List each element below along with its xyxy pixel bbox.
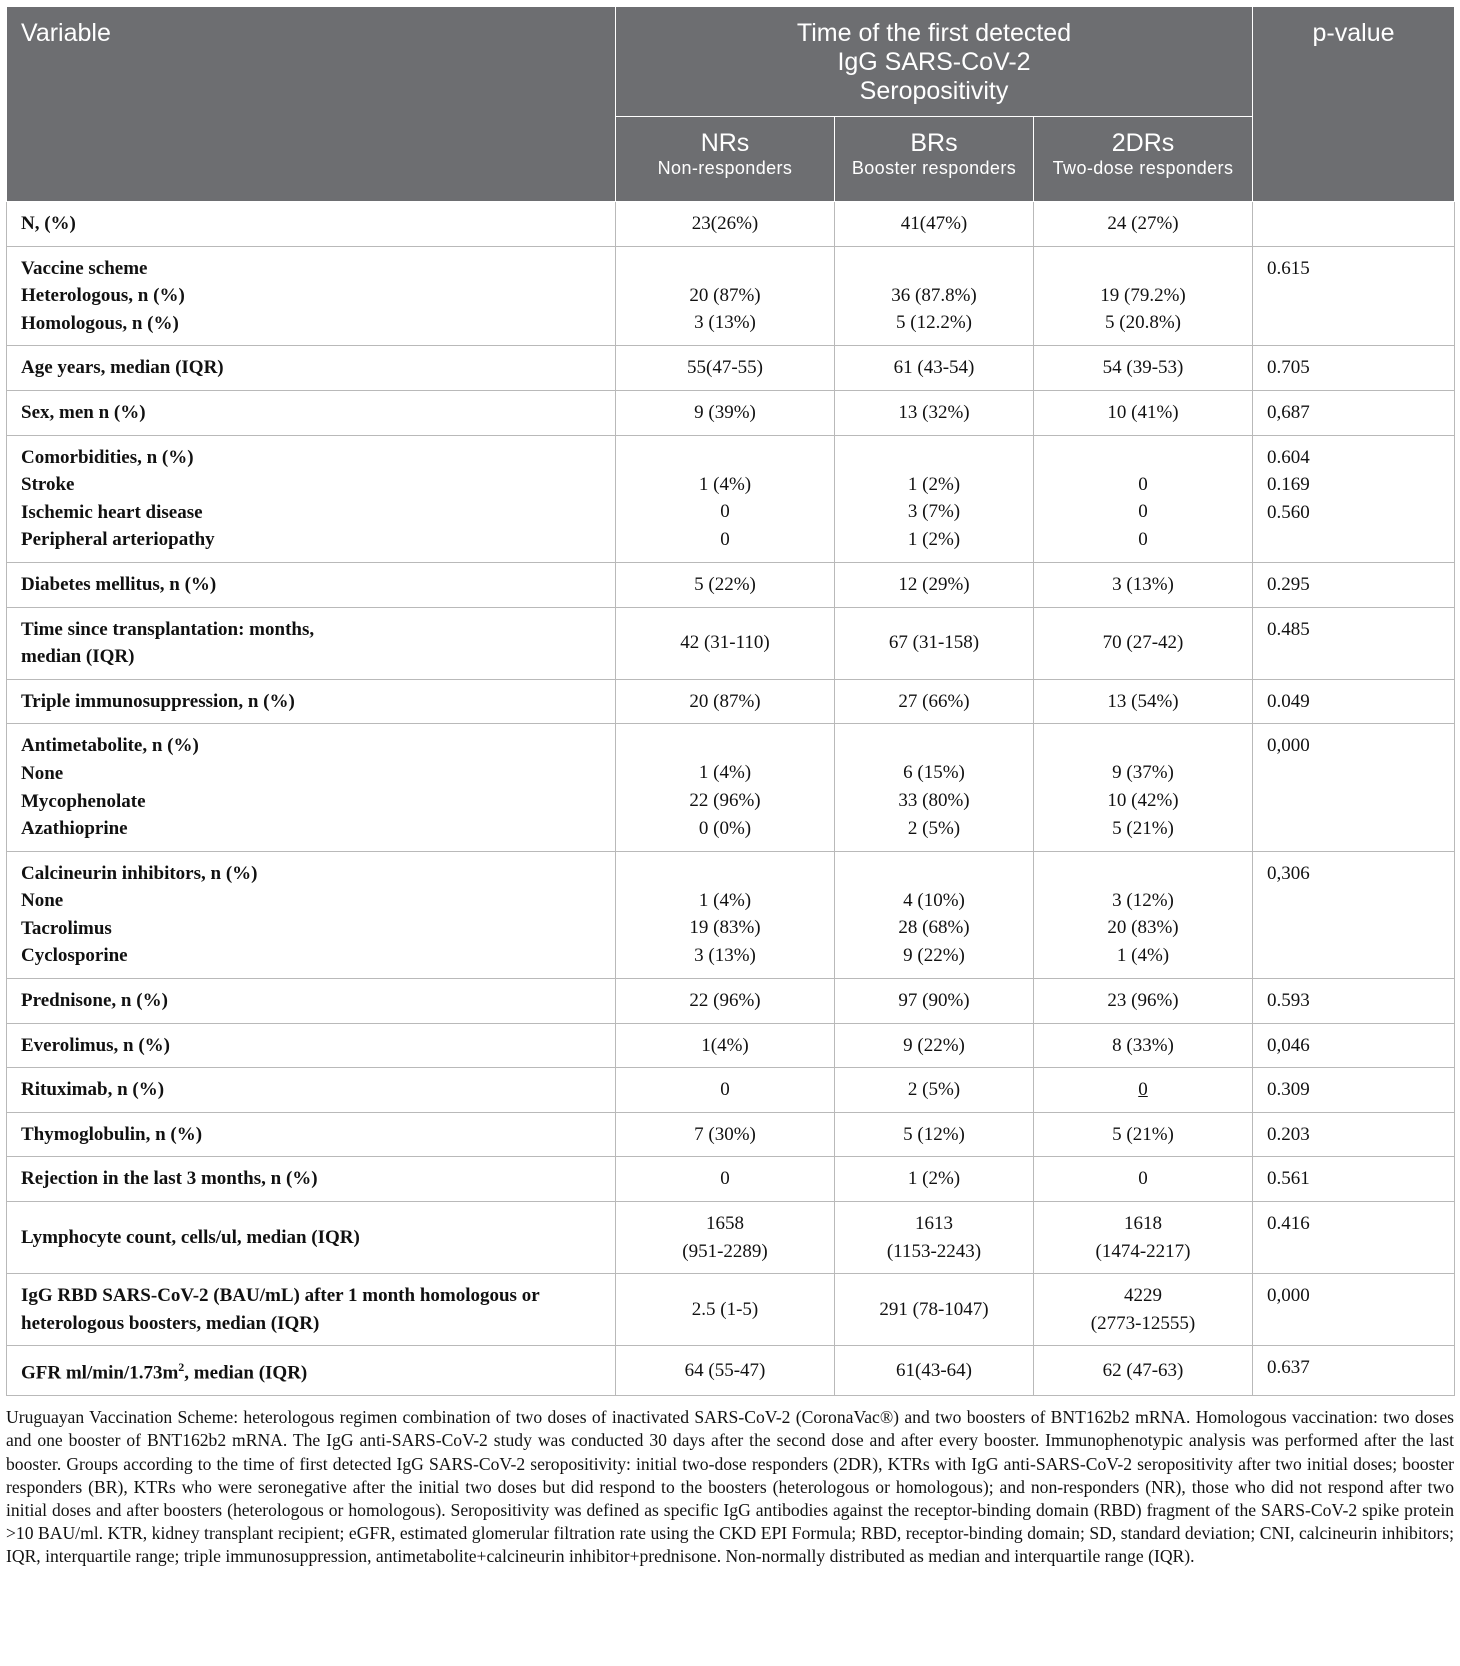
cell-pvalue bbox=[1253, 979, 1455, 1024]
cell-2dr bbox=[1034, 724, 1253, 851]
table-row bbox=[7, 1346, 1455, 1396]
pvalue-text: 0.485 bbox=[1267, 618, 1310, 640]
cell-value: 6 (15%) bbox=[903, 762, 965, 784]
label-text: GFR ml/min/1.73m bbox=[21, 1362, 179, 1384]
cell-br bbox=[835, 1202, 1034, 1274]
cell-nr bbox=[616, 1274, 835, 1346]
cell-nr bbox=[616, 1112, 835, 1157]
label-line: Cyclosporine bbox=[21, 945, 128, 967]
label-superscript: 2 bbox=[178, 1360, 185, 1375]
cell-value: 33 (80%) bbox=[898, 789, 970, 811]
cell-value: 0 bbox=[720, 1079, 730, 1101]
row-variable-label bbox=[7, 851, 616, 978]
cell-value: 97 (90%) bbox=[898, 990, 970, 1012]
row-variable-label bbox=[7, 1346, 616, 1396]
cell-nr bbox=[616, 435, 835, 562]
cell-value: 291 (78-1047) bbox=[879, 1299, 989, 1321]
cell-br bbox=[835, 246, 1034, 346]
table-row bbox=[7, 1157, 1455, 1202]
table-row bbox=[7, 346, 1455, 391]
cell-value: 61 (43-54) bbox=[893, 357, 975, 379]
label-line: median (IQR) bbox=[21, 646, 135, 668]
cell-br bbox=[835, 724, 1034, 851]
label-line bbox=[21, 1354, 601, 1387]
table-row bbox=[7, 724, 1455, 851]
cell-value: 0 bbox=[1138, 1168, 1148, 1190]
cell-value: 7 (30%) bbox=[694, 1123, 756, 1145]
cell-value: 1658 bbox=[706, 1213, 744, 1235]
cell-pvalue bbox=[1253, 607, 1455, 679]
row-variable-label bbox=[7, 390, 616, 435]
cell-value: 5 (12.2%) bbox=[896, 312, 972, 334]
table-row bbox=[7, 1112, 1455, 1157]
cell-pvalue bbox=[1253, 562, 1455, 607]
cell-value: 0 bbox=[720, 528, 730, 550]
cell-value: 64 (55-47) bbox=[684, 1360, 766, 1382]
cell-value: 0 bbox=[1138, 473, 1148, 495]
label-line: Diabetes mellitus, n (%) bbox=[21, 573, 217, 595]
cell-br bbox=[835, 1274, 1034, 1346]
cell-value: 1613 bbox=[915, 1213, 953, 1235]
cell-br bbox=[835, 1112, 1034, 1157]
table-row bbox=[7, 851, 1455, 978]
cell-value: 54 (39-53) bbox=[1102, 357, 1184, 379]
pvalue-text: 0.593 bbox=[1267, 990, 1310, 1012]
cell-value: 9 (22%) bbox=[903, 1034, 965, 1056]
cell-value: 28 (68%) bbox=[898, 917, 970, 939]
cell-2dr bbox=[1034, 390, 1253, 435]
cell-value: 3 (7%) bbox=[907, 501, 961, 523]
cell-nr bbox=[616, 1346, 835, 1396]
cell-pvalue bbox=[1253, 679, 1455, 724]
pvalue-text: 0.561 bbox=[1267, 1168, 1310, 1190]
row-variable-label bbox=[7, 346, 616, 391]
cell-value: 2.5 (1-5) bbox=[691, 1299, 759, 1321]
table-row bbox=[7, 562, 1455, 607]
group-title-line: IgG SARS-CoV-2 bbox=[837, 48, 1031, 76]
cell-2dr bbox=[1034, 202, 1253, 247]
cell-value: 36 (87.8%) bbox=[891, 284, 977, 306]
cell-2dr bbox=[1034, 1346, 1253, 1396]
cell-value: 2 (5%) bbox=[907, 817, 961, 839]
label-line: IgG RBD SARS-CoV-2 (BAU/mL) after 1 month homologous or bbox=[21, 1285, 540, 1307]
cell-nr bbox=[616, 724, 835, 851]
label-line: Triple immunosuppression, n (%) bbox=[21, 690, 295, 712]
table-row bbox=[7, 679, 1455, 724]
cell-pvalue bbox=[1253, 346, 1455, 391]
cell-value: (1474-2217) bbox=[1095, 1240, 1191, 1262]
table-row bbox=[7, 435, 1455, 562]
cell-value: 1 (2%) bbox=[907, 473, 961, 495]
cell-value: 9 (22%) bbox=[903, 944, 965, 966]
cell-2dr bbox=[1034, 1157, 1253, 1202]
cell-nr bbox=[616, 1202, 835, 1274]
cell-value: 4 (10%) bbox=[903, 889, 965, 911]
label-line: Heterologous, n (%) bbox=[21, 285, 185, 307]
cell-2dr bbox=[1034, 435, 1253, 562]
cell-value: 1(4%) bbox=[701, 1034, 749, 1056]
cell-value: 10 (41%) bbox=[1107, 401, 1179, 423]
cell-nr bbox=[616, 202, 835, 247]
table-row bbox=[7, 390, 1455, 435]
cell-2dr bbox=[1034, 246, 1253, 346]
group-full: Two-dose responders bbox=[1052, 158, 1234, 178]
cell-value: 0 (0%) bbox=[698, 817, 752, 839]
cell-value: 0 bbox=[720, 501, 730, 523]
cell-value: 20 (83%) bbox=[1107, 917, 1179, 939]
table-row bbox=[7, 1023, 1455, 1068]
table-row bbox=[7, 246, 1455, 346]
cell-value: 23(26%) bbox=[691, 213, 759, 234]
label-line: Everolimus, n (%) bbox=[21, 1034, 171, 1056]
label-line: Age years, median (IQR) bbox=[21, 357, 224, 379]
cell-value: 3 (13%) bbox=[694, 312, 756, 334]
table-container bbox=[6, 6, 1454, 1568]
cell-value: 23 (96%) bbox=[1107, 990, 1179, 1012]
cell-value: 1 (2%) bbox=[907, 528, 961, 550]
header-group-2dr bbox=[1034, 117, 1253, 202]
cell-value: 62 (47-63) bbox=[1102, 1360, 1184, 1382]
header-row-top bbox=[7, 7, 1455, 117]
cell-value: 3 (12%) bbox=[1112, 889, 1174, 911]
cell-value: 22 (96%) bbox=[689, 789, 761, 811]
cell-2dr bbox=[1034, 346, 1253, 391]
cell-value: (951-2289) bbox=[682, 1240, 768, 1262]
header-group-title bbox=[616, 7, 1253, 117]
cell-br bbox=[835, 1157, 1034, 1202]
cell-br bbox=[835, 202, 1034, 247]
cell-value: 10 (42%) bbox=[1107, 789, 1179, 811]
table-row bbox=[7, 202, 1455, 247]
cell-nr bbox=[616, 979, 835, 1024]
pvalue-text: 0.295 bbox=[1267, 573, 1310, 595]
cell-br bbox=[835, 346, 1034, 391]
pvalue-text: 0.203 bbox=[1267, 1123, 1310, 1145]
cell-value: 9 (37%) bbox=[1112, 762, 1174, 784]
cell-2dr bbox=[1034, 979, 1253, 1024]
pvalue-text: 0.615 bbox=[1267, 257, 1310, 279]
cell-nr bbox=[616, 851, 835, 978]
row-variable-label bbox=[7, 562, 616, 607]
cell-value: 0 bbox=[1138, 1079, 1148, 1101]
cell-value: 5 (22%) bbox=[694, 573, 756, 595]
group-title-line: Seropositivity bbox=[859, 77, 1009, 105]
label-line: N, (%) bbox=[21, 213, 76, 234]
cell-pvalue bbox=[1253, 202, 1455, 247]
cell-pvalue bbox=[1253, 1202, 1455, 1274]
label-line: Lymphocyte count, cells/ul, median (IQR) bbox=[21, 1226, 360, 1248]
cell-value: 61(43-64) bbox=[896, 1360, 972, 1382]
label-line: Prednisone, n (%) bbox=[21, 990, 168, 1012]
group-abbr: NRs bbox=[700, 129, 750, 157]
cell-2dr bbox=[1034, 1023, 1253, 1068]
row-variable-label bbox=[7, 1112, 616, 1157]
label-line: None bbox=[21, 762, 64, 784]
cell-br bbox=[835, 435, 1034, 562]
row-variable-label bbox=[7, 1023, 616, 1068]
label-line: Antimetabolite, n (%) bbox=[21, 735, 199, 757]
cell-pvalue bbox=[1253, 435, 1455, 562]
cell-nr bbox=[616, 562, 835, 607]
cell-pvalue bbox=[1253, 1157, 1455, 1202]
cell-pvalue bbox=[1253, 1274, 1455, 1346]
cell-value: 1 (2%) bbox=[907, 1168, 961, 1190]
cell-value: 1 (4%) bbox=[698, 473, 752, 495]
cell-2dr bbox=[1034, 607, 1253, 679]
cell-br bbox=[835, 1068, 1034, 1113]
label-line: Stroke bbox=[21, 474, 75, 496]
pvalue-text: 0,000 bbox=[1267, 735, 1310, 757]
table-row bbox=[7, 607, 1455, 679]
table-row bbox=[7, 1202, 1455, 1274]
cell-value: 0 bbox=[1138, 501, 1148, 523]
cell-value: 13 (32%) bbox=[898, 401, 970, 423]
cell-value: 3 (13%) bbox=[694, 944, 756, 966]
cell-nr bbox=[616, 390, 835, 435]
row-variable-label bbox=[7, 679, 616, 724]
cell-value: 4229 bbox=[1124, 1285, 1162, 1307]
row-variable-label bbox=[7, 202, 616, 247]
pvalue-text: 0.604 bbox=[1267, 446, 1310, 468]
cell-value: 5 (21%) bbox=[1112, 1123, 1174, 1145]
cell-br bbox=[835, 851, 1034, 978]
cell-br bbox=[835, 1346, 1034, 1396]
cell-value: 5 (21%) bbox=[1112, 817, 1174, 839]
row-variable-label bbox=[7, 1202, 616, 1274]
cell-value: 13 (54%) bbox=[1107, 690, 1179, 712]
cell-br bbox=[835, 1023, 1034, 1068]
cell-value: 1 (4%) bbox=[1116, 944, 1170, 966]
cell-2dr bbox=[1034, 562, 1253, 607]
row-variable-label bbox=[7, 435, 616, 562]
label-text: , median (IQR) bbox=[184, 1362, 308, 1384]
pvalue-text: 0.049 bbox=[1267, 690, 1310, 712]
row-variable-label bbox=[7, 1157, 616, 1202]
cell-value: 0 bbox=[1138, 528, 1148, 550]
group-abbr: 2DRs bbox=[1111, 129, 1175, 157]
cell-value: 20 (87%) bbox=[689, 284, 761, 306]
cell-value: 9 (39%) bbox=[694, 401, 756, 423]
cell-value: 41(47%) bbox=[900, 213, 968, 234]
cell-value: 67 (31-158) bbox=[888, 632, 980, 654]
header-group-nr bbox=[616, 117, 835, 202]
pvalue-text: 0.169 bbox=[1267, 474, 1310, 496]
pvalue-text: 0.637 bbox=[1267, 1357, 1310, 1379]
cell-nr bbox=[616, 346, 835, 391]
row-variable-label bbox=[7, 1068, 616, 1113]
cell-pvalue bbox=[1253, 1112, 1455, 1157]
cell-br bbox=[835, 562, 1034, 607]
cell-nr bbox=[616, 679, 835, 724]
pvalue-text: 0.705 bbox=[1267, 357, 1310, 379]
cell-value: 0 bbox=[720, 1168, 730, 1190]
cell-value: 1618 bbox=[1124, 1213, 1162, 1235]
label-line: Rituximab, n (%) bbox=[21, 1079, 165, 1101]
label-line: Homologous, n (%) bbox=[21, 312, 179, 334]
group-abbr: BRs bbox=[910, 129, 958, 157]
label-line: Peripheral arteriopathy bbox=[21, 529, 215, 551]
cell-br bbox=[835, 679, 1034, 724]
cell-nr bbox=[616, 1157, 835, 1202]
cell-nr bbox=[616, 1023, 835, 1068]
label-line: Azathioprine bbox=[21, 818, 128, 840]
cell-value: 19 (83%) bbox=[689, 917, 761, 939]
label-line: Vaccine scheme bbox=[21, 257, 148, 279]
header-pvalue: p-value bbox=[1253, 7, 1455, 202]
cell-pvalue bbox=[1253, 390, 1455, 435]
cell-value: 8 (33%) bbox=[1112, 1034, 1174, 1056]
cell-value: 1 (4%) bbox=[698, 889, 752, 911]
cell-pvalue bbox=[1253, 724, 1455, 851]
cell-pvalue bbox=[1253, 851, 1455, 978]
label-line: Thymoglobulin, n (%) bbox=[21, 1123, 203, 1145]
cell-value: 55(47-55) bbox=[687, 357, 763, 379]
row-variable-label bbox=[7, 246, 616, 346]
header-variable: Variable bbox=[7, 7, 616, 202]
row-variable-label bbox=[7, 979, 616, 1024]
cell-pvalue bbox=[1253, 1346, 1455, 1396]
cell-value: 3 (13%) bbox=[1112, 573, 1174, 595]
cell-2dr bbox=[1034, 1274, 1253, 1346]
label-line: None bbox=[21, 890, 64, 912]
row-variable-label bbox=[7, 607, 616, 679]
cell-value: 24 (27%) bbox=[1107, 213, 1179, 234]
label-line: Time since transplantation: months, bbox=[21, 618, 315, 640]
cell-br bbox=[835, 390, 1034, 435]
group-title-line: Time of the first detected bbox=[796, 19, 1072, 47]
cell-2dr bbox=[1034, 679, 1253, 724]
cell-nr bbox=[616, 1068, 835, 1113]
pvalue-text: 0,306 bbox=[1267, 862, 1310, 884]
label-line: Tacrolimus bbox=[21, 917, 112, 939]
cell-value: 5 (12%) bbox=[903, 1123, 965, 1145]
cell-pvalue bbox=[1253, 1023, 1455, 1068]
group-full: Non-responders bbox=[657, 158, 793, 178]
cell-value: 12 (29%) bbox=[898, 573, 970, 595]
group-full: Booster responders bbox=[851, 158, 1017, 178]
row-variable-label bbox=[7, 1274, 616, 1346]
table-row bbox=[7, 979, 1455, 1024]
cell-value: (1153-2243) bbox=[886, 1240, 982, 1262]
cell-value: 19 (79.2%) bbox=[1100, 284, 1186, 306]
cell-value: 2 (5%) bbox=[907, 1079, 961, 1101]
cell-value: 42 (31-110) bbox=[680, 632, 770, 654]
header-group-br bbox=[835, 117, 1034, 202]
label-line: Rejection in the last 3 months, n (%) bbox=[21, 1168, 318, 1190]
cell-value: 22 (96%) bbox=[689, 990, 761, 1012]
pvalue-text: 0,046 bbox=[1267, 1034, 1310, 1056]
label-line: heterologous boosters, median (IQR) bbox=[21, 1312, 320, 1334]
label-line: Sex, men n (%) bbox=[21, 401, 146, 423]
cell-br bbox=[835, 607, 1034, 679]
cell-nr bbox=[616, 246, 835, 346]
pvalue-text: 0,000 bbox=[1267, 1285, 1310, 1307]
label-line: Ischemic heart disease bbox=[21, 501, 203, 523]
label-line: Mycophenolate bbox=[21, 790, 146, 812]
cell-value: 1 (4%) bbox=[698, 762, 752, 784]
cell-pvalue bbox=[1253, 246, 1455, 346]
table-body bbox=[7, 202, 1455, 1396]
cell-value: (2773-12555) bbox=[1090, 1312, 1196, 1334]
cell-value: 70 (27-42) bbox=[1102, 632, 1184, 654]
cell-nr bbox=[616, 607, 835, 679]
label-line: Calcineurin inhibitors, n (%) bbox=[21, 862, 258, 884]
data-table bbox=[6, 6, 1455, 1396]
cell-pvalue bbox=[1253, 1068, 1455, 1113]
pvalue-text: 0.560 bbox=[1267, 501, 1310, 523]
label-line: Comorbidities, n (%) bbox=[21, 446, 194, 468]
cell-value: 5 (20.8%) bbox=[1105, 312, 1181, 334]
pvalue-text: 0,687 bbox=[1267, 401, 1310, 423]
cell-2dr bbox=[1034, 1112, 1253, 1157]
pvalue-text: 0.309 bbox=[1267, 1079, 1310, 1101]
pvalue-text: 0.416 bbox=[1267, 1213, 1310, 1235]
cell-2dr bbox=[1034, 1202, 1253, 1274]
cell-value: 20 (87%) bbox=[689, 690, 761, 712]
cell-2dr bbox=[1034, 851, 1253, 978]
table-row bbox=[7, 1068, 1455, 1113]
cell-value: 27 (66%) bbox=[898, 690, 970, 712]
cell-br bbox=[835, 979, 1034, 1024]
row-variable-label bbox=[7, 724, 616, 851]
table-footnote: Uruguayan Vaccination Scheme: heterologous regimen combination of two doses of inactivated SARS-CoV-2 (CoronaVac®) and two boosters of BNT162b2 mRNA. Homologous vaccination: two doses and one booster of BNT162b2 mRNA. The IgG anti-SARS-CoV-2 study was conducted 30 days after the second dose and after every booster. Immunophenotypic analysis was performed after the last booster. Groups according to the time of first detected IgG SARS-CoV-2 seropositivity: initial two-dose responders (2DR), KTRs with IgG anti-SARS-CoV-2 seropositivity after two initial doses; booster responders (BR), KTRs who were seronegative after the initial two doses but did respond to the boosters (heterologous or homologous); and non-responders (NR), those who did not respond after two initial doses and after boosters (heterologous or homologous). Seropositivity was defined as specific IgG antibodies against the receptor-binding domain (RBD) fragment of the SARS-CoV-2 spike protein >10 BAU/ml. KTR, kidney transplant recipient; eGFR, estimated glomerular filtration rate using the CKD EPI Formula; RBD, receptor-binding domain; SD, standard deviation; CNI, calcineurin inhibitors; IQR, interquartile range; triple immunosuppression, antimetabolite+calcineurin inhibitor+prednisone. Non-normally distributed as median and interquartile range (IQR). bbox=[6, 1407, 1454, 1566]
cell-2dr bbox=[1034, 1068, 1253, 1113]
table-row bbox=[7, 1274, 1455, 1346]
